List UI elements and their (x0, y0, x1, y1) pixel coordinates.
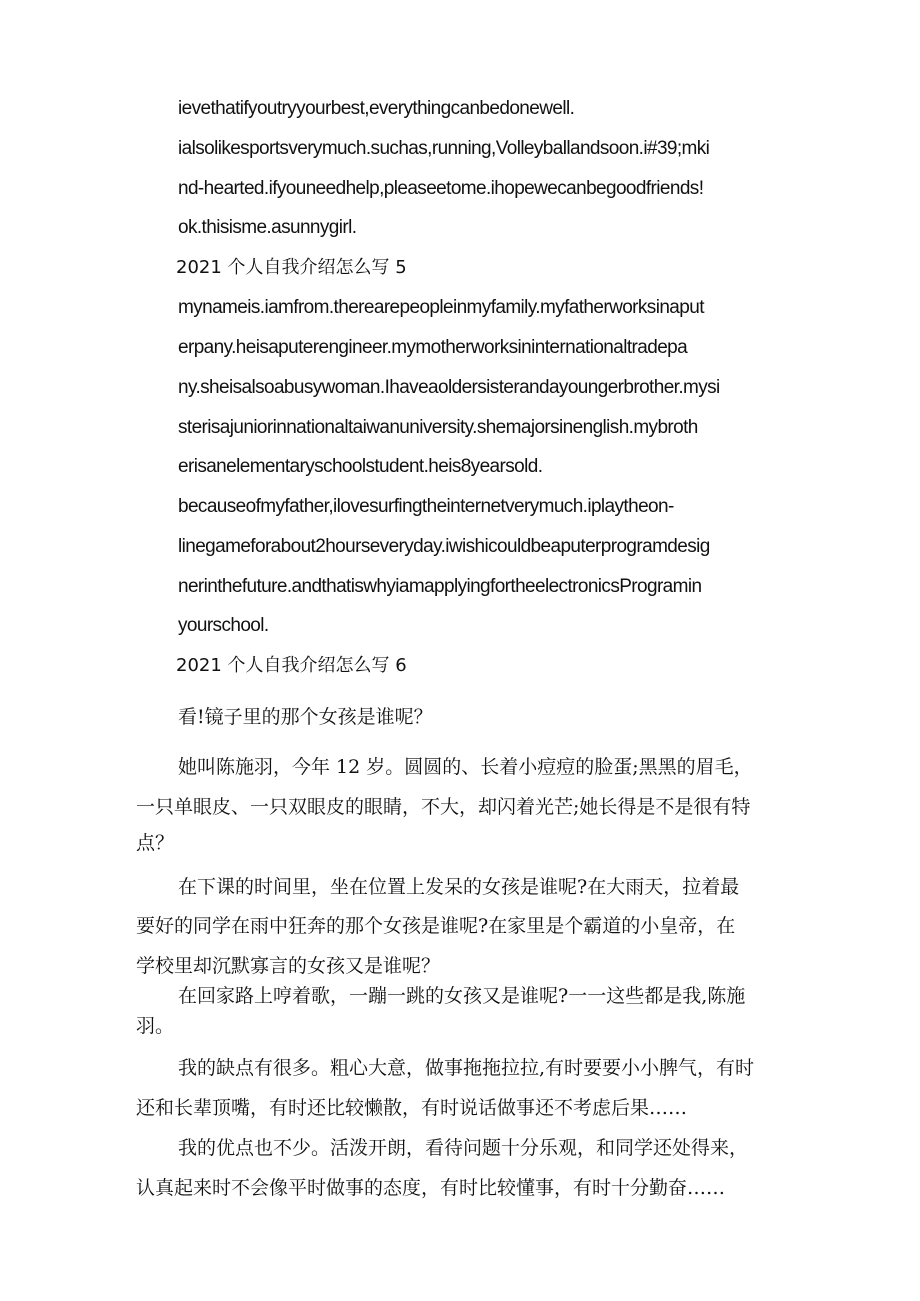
paragraph-line: 学校里却沉默寡言的女孩又是谁呢？ (136, 955, 441, 977)
paragraph-line: 还和长辈顶嘴，有时还比较懒散，有时说话做事还不考虑后果…… (136, 1097, 688, 1119)
paragraph-line: 点？ (136, 832, 175, 854)
paragraph-line: 我的缺点有很多。粗心大意，做事拖拖拉拉,有时要要小小脾气，有时 (178, 1057, 755, 1079)
section-heading-5: 2021 个人自我介绍怎么写 5 (176, 257, 407, 278)
section-heading-6: 2021 个人自我介绍怎么写 6 (176, 655, 407, 676)
paragraph-line: sterisajuniorinnationaltaiwanuniversity.shemajorsinenglish.mybroth (178, 417, 698, 438)
paragraph-line: erpany.heisaputerengineer.mymotherworksininternationaltradepa (178, 337, 688, 358)
paragraph-line: nerinthefuture.andthatiswhyiamapplyingfortheelectronicsProgramin (178, 576, 702, 597)
paragraph-line: nd-hearted.ifyouneedhelp,pleaseetome.ihopewecanbegoodfriends! (178, 178, 704, 199)
paragraph-line: 认真起来时不会像平时做事的态度，有时比较懂事，有时十分勤奋…… (136, 1177, 726, 1199)
paragraph-line: ialsolikesportsverymuch.suchas,running,Volleyballandsoon.i#39;mki (178, 138, 710, 159)
paragraph-line: erisanelementaryschoolstudent.heis8yearsold. (178, 456, 543, 477)
paragraph-line: linegameforabout2hourseveryday.iwishicouldbeaputerprogramdesig (178, 536, 710, 557)
paragraph-line: 一只单眼皮、一只双眼皮的眼睛，不大，却闪着光芒;她长得是不是很有特 (136, 796, 751, 818)
paragraph-line: 在回家路上哼着歌，一蹦一跳的女孩又是谁呢?一一这些都是我,陈施 (178, 985, 746, 1007)
paragraph-line: 羽。 (136, 1015, 175, 1037)
paragraph-line: 她叫陈施羽，今年 12 岁。圆圆的、长着小痘痘的脸蛋;黑黑的眉毛， (178, 756, 753, 778)
paragraph-line: 看!镜子里的那个女孩是谁呢？ (178, 706, 433, 728)
paragraph-line: 要好的同学在雨中狂奔的那个女孩是谁呢?在家里是个霸道的小皇帝，在 (136, 915, 736, 937)
paragraph-line: mynameis.iamfrom.therearepeopleinmyfamily.myfatherworksinaput (178, 297, 704, 318)
paragraph-line: yourschool. (178, 615, 269, 636)
paragraph-line: ok.thisisme.asunnygirl. (178, 217, 357, 238)
paragraph-line: ievethatifyoutryyourbest,everythingcanbedonewell. (178, 98, 575, 119)
paragraph-line: becauseofmyfather,ilovesurfingtheinternetverymuch.iplaytheon- (178, 496, 674, 517)
paragraph-line: 在下课的时间里，坐在位置上发呆的女孩是谁呢?在大雨天，拉着最 (178, 876, 740, 898)
paragraph-line: 我的优点也不少。活泼开朗，看待问题十分乐观，和同学还处得来， (178, 1137, 749, 1159)
paragraph-line: ny.sheisalsoabusywoman.Ihaveaoldersisterandayoungerbrother.mysi (178, 377, 720, 398)
